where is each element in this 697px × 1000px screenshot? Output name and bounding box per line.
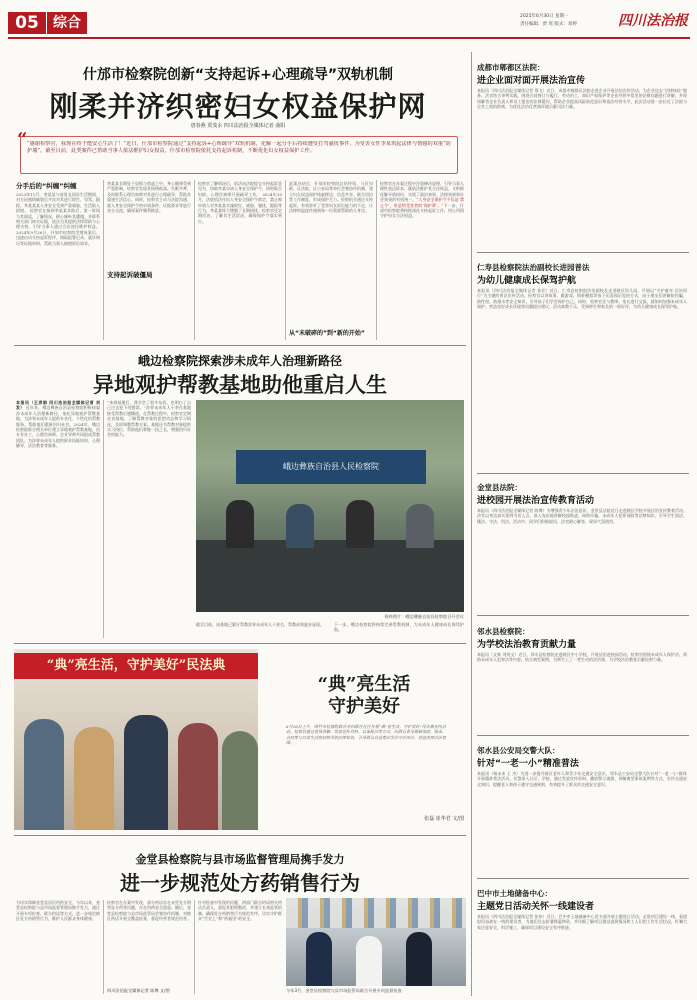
lead-subhead-1: 分手后的“纠缠”纠缠 (16, 182, 77, 190)
crowd-shape (222, 731, 258, 830)
person-figure (346, 500, 374, 548)
crowd-shape (24, 719, 64, 830)
sidebar-item-source: 成都市郫都区法院： (477, 63, 545, 72)
lead-headline: 刚柔并济织密妇女权益保护网 (49, 90, 427, 123)
event-banner: “典”亮生活，守护美好”民法典 (14, 653, 258, 679)
sidebar-item-headline: 进企业面对面开展法治宣传 (477, 76, 586, 86)
col-divider (376, 180, 377, 340)
section-label: 综合 (46, 12, 87, 34)
meeting-banner: 峨边彝族自治县人民检察院 (236, 450, 426, 484)
feature3-photo (14, 649, 258, 830)
lead-col-3: 检察官了解情况后，依法向法院提交支持起诉意见书，协助李某申请人身安全保护令，同时联合妇联、心理咨询师开展疏导工作。 2024年10月，法院依法作出人身安全保护令裁定，禁止被申请人对李某某实施殴打、威胁、骚扰、跟踪等行为，李某某终于摆脱了长期困扰。检察官还定期回访，了解其生活状况，确保保护令落实到位。 (198, 181, 282, 224)
sidebar-item-headline: 为学校法治教育贡献力量 (477, 640, 577, 650)
quote-mark-icon: “ (17, 129, 28, 150)
conference-table (196, 540, 464, 612)
sidebar-item-source: 邻水县检察院： (477, 627, 530, 636)
feature3-headline-1: “典”亮生活 (317, 674, 411, 695)
sidebar-item-body: 本报讯（四川法治报全媒体记者 张宏）近日，仁寿县检察院法治副校长走进辖区幼儿园，开展以“守护童年·法治同行”为主题的普法宣传活动。检察官以讲故事、做游戏、情景模拟等孩子们喜闻乐见的方式，向小朋友们讲解防拐骗、防性侵、防溺水等安全知识，引导孩子们学会保护自己。同时，检察官还与教师、家长进行交流，就如何加强未成年人保护、营造良好成长环境等问题提出建议。活动寓教于乐，受到师生和家长的一致好评，为幼儿健康成长保驾护航。 (477, 288, 687, 310)
sidebar-item-headline: 进校园开展法治宣传教育活动 (477, 496, 595, 506)
feature2-col-2: “来到基地后，我学会了很多东西，也明白了自己过去犯下的错误。”涉罪未成年人小李在基地接受帮教后感慨道。在帮教过程中，检察官定期走访基地，了解帮教对象的思想动态和学习情况，及时调整帮教方案。基地还为帮教对象提供实习岗位，帮助他们掌握一技之长，增强回归社会的能力。 (107, 400, 191, 438)
feature2-kicker: 峨边检察院探索涉未成年人治理新路径 (137, 354, 342, 368)
sidebar-item-source: 仁寿县检察院法治副校长进园普法 (477, 263, 590, 272)
sidebar-rule (477, 735, 689, 736)
sidebar-item-source: 邻水县公安局交警大队： (477, 746, 560, 755)
sidebar-item-body: 本报讯（四川法治报全媒体记者 郑飞）近日，成都市郫都区法院走进企业开展法治宣传活动，为企业送去“法律体检”服务。法官结合审判实践，围绕合同签订与履行、劳动用工、知识产权保护等企业经营中常见的法律问题进行讲解，并现场解答企业负责人和员工提出的法律疑问，帮助企业提高风险防范意识和依法经营水平。此次活动进一步拉近了法院与企业之间的距离，为优化法治化营商环境贡献司法力量。 (477, 88, 687, 110)
sidebar-divider (471, 52, 472, 996)
lead-col-2: 李某某长期处于恐惧与焦虑之中，身心健康受到严重影响，检察官发现其情绪低落、失眠多梦，及时联系心理咨询师对其进行心理疏导，帮助其重建生活信心。同时，检察官主动与法院沟通，就人身安全保护令的申请条件、证据要求等进行充分交流，确保案件顺利推进。 (107, 181, 191, 214)
person-figure (226, 500, 254, 548)
page-number-badge: 05 (8, 12, 46, 34)
lead-subhead-2: 支持起诉破僵局 (107, 271, 153, 279)
lead-subhead-3: 从“未破碎的”到“新的开始” (289, 330, 365, 337)
masthead: 四川法治报 (618, 13, 688, 29)
sidebar-item-source: 金堂县法院： (477, 483, 522, 492)
lead-col-1: 2023年11月，李某某与前男友同居生活期间，对方因感情破裂后多次对其进行殴打、辱骂、跟踪，李某某某人身安全受到严重威胁，生活陷入困境。 检察官在接到李某某求助后，第一时间与其面谈，了解情况，耐心倾听其遭遇，并联系相关部门核实证据，依法为其提供法律帮助与心理支持，引导当事人通过合法途径维护权益。2024年9月26日，什邡市检察院受理该案后，迅速启动支持起诉程序，调取报警记录、就诊病历等证据材料，帮助当事人梳理诉讼请求。 (16, 192, 100, 246)
crowd-shape (74, 727, 114, 830)
sidebar-item-source: 巴中市土地储备中心： (477, 889, 552, 898)
lead-byline: 唐春燕 贾茂永 四川法治报全媒体记者 曲阳 (190, 123, 286, 129)
feature4-kicker: 金堂县检察院与县市场监督管理局携手发力 (135, 853, 345, 866)
lead-col-5: 检察官在办案过程中注重释法说理，引导当事人理性表达诉求，既依法维护其合法权益，又积极化解矛盾纠纷，实现了政治效果、法律效果和社会效果的有机统一。“人身安全保护令不仅是‘禁止令’，更是给受害者的‘保护罩’。”下一步，什邡市检察院将持续深化支持起诉工作，用心用情守护妇女合法权益。 (380, 181, 464, 219)
section-rule (14, 345, 466, 346)
feature4-caption: 今年3月，金堂县检察院与县市场监管局联合开展专项监督检查 (286, 988, 402, 993)
lead-col-4: 此案办结后，什邡市检察院总结经验，与区妇联、区法院、区公安局等单位会签协作机制，建立妇女权益保护线索移送、信息共享、联合回访等工作制度，形成保护合力。检察机关通过支持起诉，有效弥补了受害妇女诉讼能力的不足，让法律的温度传递到每一位需要帮助的人身边。 (289, 181, 373, 214)
feature3-body: 6月26日上午，绵竹市检察院联合市妇联在社区开展“典”亮生活，守护美好”民法典宣传活动。检察官通过现场讲解、发放宣传资料、以案释法等方式，向群众普及婚姻家庭、继承、合同等与日常生活密切相关的法律知识，引导群众自觉尊法学法守法用法，营造浓厚法治氛围。 (286, 724, 446, 746)
shelf-shape (286, 898, 466, 928)
crowd-shape (178, 723, 218, 830)
sidebar-item-body: 本报讯（文新 刘茂文）近日，邻水县检察院走进辖区中小学校，开展法治进校园活动，检察官围绕未成年人保护法、预防未成年人犯罪法等内容，结合典型案例，为师生上了一堂生动的法治课，为学校法治教育贡献检察力量。 (477, 652, 687, 663)
feature3-headline-2: 守护美好 (328, 696, 400, 717)
person-figure (306, 932, 332, 986)
feature2-caption: 资料图片：峨边彝族自治县检察院召开会议 (384, 614, 464, 619)
crowd-shape (124, 715, 168, 830)
col-divider (194, 180, 195, 340)
feature2-col-3: 截至目前，该基地已累计帮教涉罪未成年人十余名，帮教成效逐步显现。 (196, 622, 324, 627)
section-rule (14, 835, 466, 836)
sidebar-item-headline: 为幼儿健康成长保驾护航 (477, 276, 577, 286)
col-divider (194, 900, 195, 994)
lead-kicker: 什邡市检察院创新“支持起诉+心理疏导”双轨机制 (82, 67, 394, 83)
sidebar-item-body: 本报讯（四川法治报全媒体记者 陈博）为增强青少年法治意识，金堂县法院近日走进辖区学校开展法治宣传教育活动。法官以身边真实案例为切入点，深入浅出地讲解校园欺凌、网络诈骗、未成年人犯罪预防等法律知识，引导学生知法、懂法、守法、用法。活动中，同学们积极提问，法官耐心解答，现场气氛热烈。 (477, 508, 687, 524)
col-divider (103, 180, 104, 340)
col-divider (103, 900, 104, 994)
sidebar-rule (477, 615, 689, 616)
feature4-col-2: 检察官在办案中发现，部分药店存在未凭处方销售处方药等问题，存在用药安全隐患。随后，金堂县检察院与县市场监管局会签协作机制，对辖区药店开展全覆盖检查，督促经营者规范经营。 (107, 900, 191, 922)
sidebar-item-body: 本报讯（杨未来 王 杰）为进一步提升辖区老年人和青少年交通安全意识，邻水县公安局交警大队针对“一老一小”群体开展精准普法活动。民警深入社区、学校，通过发放宣传资料、播放警示视频、讲解典型事故案例等方式，宣传交通安全知识，提醒老人和孩子遵守交通规则，有效提升了群众的交通安全意识。 (477, 771, 687, 787)
person-figure (286, 504, 314, 548)
lead-summary-box (17, 129, 458, 174)
feature2-col-4: 下一步，峨边检察院将持续完善帮教机制，为未成年人健康成长保驾护航。 (334, 622, 464, 633)
feature4-col-1: 为切实保障金堂县居民用药安全，今年以来，金堂县检察院与县市场监督管理局携手发力，通过开展专项检查、联合约谈等方式，进一步规范辖区处方药销售行为，维护人民群众身体健康。 (16, 900, 100, 922)
sidebar-item-body: 本报讯（四川法治报全媒体记者 张伟）近日，巴中市土地储备中心党支部开展主题党日活动，走进项目建设一线，看望慰问奋战在一线的建设者，为他们送去防暑降温物资，并详细了解项目建设进展情况和工人们的工作生活状况，叮嘱大家注意安全、科学施工，确保项目建设安全有序推进。 (477, 914, 687, 930)
feature2-photo (196, 400, 464, 612)
section-rule (14, 643, 466, 644)
sidebar-rule (477, 473, 689, 474)
sidebar-item-headline: 针对“一老一小”精准普法 (477, 759, 579, 769)
sidebar-item-headline: 主题党日活动关怀一线建设者 (477, 902, 595, 912)
feature2-col-1: 本报讯（王彦娟 四川法治报全媒体记者 刘 发） 近年来，峨边彝族自治县检察院积极探索涉未成年人治理新路径，依托异地观护帮教基地，为涉罪未成年人提供专业化、个性化的帮教服务，帮助他们重新回归社会。2024年，峨边检察院联合相关单位建立异地观护帮教基地，由专业社工、心理咨询师、企业导师共同组成帮教团队，为涉罪未成年人提供职业技能培训、心理辅导、法治教育等服务。 (16, 400, 100, 449)
feature3-credit: 张磊 崔华君 文/图 (424, 816, 464, 822)
feature4-byline: 四川法治报全媒体记者 陈博 文/图 (107, 988, 170, 993)
editor-line: 责任编辑：贾 瑶 版式：邓婷 (520, 22, 577, 27)
feature4-photo (286, 898, 466, 986)
person-figure (356, 936, 382, 986)
sidebar-rule (477, 878, 689, 879)
person-figure (406, 932, 432, 986)
col-divider (285, 180, 286, 340)
lead-summary: “感谢检察官，我现在终于能安心生活了！”近日，什邡市检察院通过“支持起诉+心理疏导”双轨机制，化解一起分手后持续遭受打骂骚扰事件，为受害女性李某筑起法律与情感的双重“防护墙”。截至目前，此类案件已帮助当事人依法维护妇女权益，什邡市检察院依托支持起诉机制，不断优化妇女权益保护工作。 (27, 141, 451, 154)
sidebar-rule (477, 252, 689, 253)
feature2-headline: 异地观护帮教基地助他重启人生 (93, 372, 387, 397)
feature4-headline: 进一步规范处方药销售行为 (120, 871, 360, 895)
person-figure (406, 504, 434, 548)
header-rule (8, 37, 690, 39)
feature4-col-3: 针对检查中发现的问题，两部门联合约谈相关药店负责人，督促其限期整改，并建立长效监管机制，确保处方药销售行为规范有序，切实守护群众“舌尖上”和“药箱里”的安全。 (198, 900, 282, 922)
date-line: 2025年6月30日 星期一 (520, 14, 569, 19)
col-divider (103, 400, 104, 638)
